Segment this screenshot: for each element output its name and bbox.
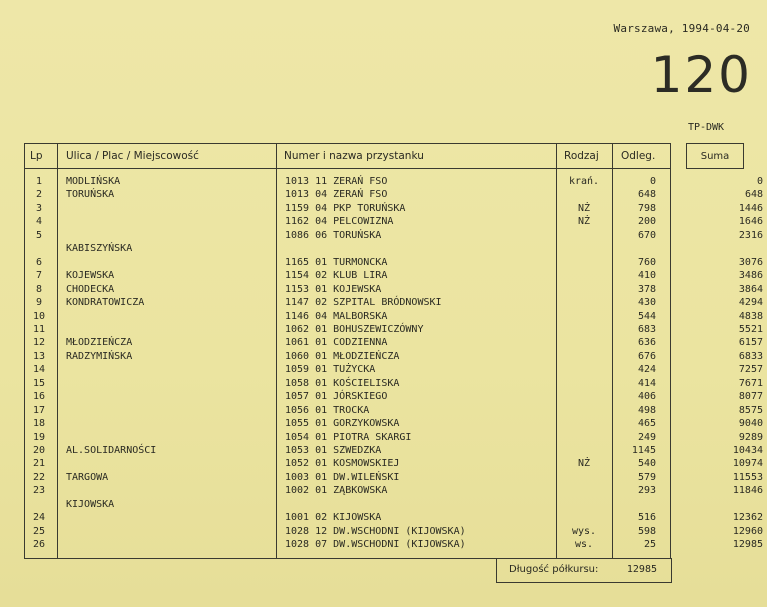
suma-header-box: [686, 143, 744, 169]
row-stop: 1061 01 CODZIENNA: [285, 337, 388, 349]
row-sum: 10434: [732, 445, 763, 456]
row-stop: 1060 01 MŁODZIEŃCZA: [285, 350, 400, 362]
row-lp: 1: [35, 176, 43, 187]
row-distance: 249: [637, 431, 656, 443]
row-lp: 12: [32, 337, 46, 349]
row-sum: 5521: [738, 323, 763, 335]
row-distance: 1145: [631, 445, 656, 456]
header-distance: Odleg.: [621, 150, 656, 162]
row-stop: 1056 01 TROCKA: [285, 404, 370, 416]
column-divider: [670, 143, 671, 559]
row-distance: 430: [637, 297, 656, 309]
row-lp: 18: [32, 418, 46, 430]
row-street: KOJEWSKA: [66, 270, 115, 282]
row-stop: 1159 04 PKP TORUŃSKA: [285, 202, 406, 214]
header-sum: Suma: [700, 150, 730, 162]
row-sum: 648: [744, 189, 763, 201]
row-sum: 0: [756, 176, 763, 187]
row-kind: NŻ: [577, 458, 591, 470]
row-sum: 7257: [738, 364, 763, 376]
row-stop: 1013 11 ZERAŃ FSO: [285, 176, 388, 187]
row-lp: 7: [35, 270, 43, 282]
row-distance: 516: [637, 512, 656, 524]
row-lp: 20: [32, 445, 46, 456]
row-stop: 1003 01 DW.WILEŃSKI: [285, 471, 400, 483]
route-code: TP-DWK: [687, 122, 725, 133]
row-distance: 410: [637, 270, 656, 282]
row-distance: 293: [637, 485, 656, 497]
row-street: TORUŃSKA: [66, 189, 115, 201]
row-distance: 465: [637, 418, 656, 430]
row-sum: 3076: [738, 256, 763, 268]
row-sum: 10974: [732, 458, 763, 470]
header-kind: Rodzaj: [564, 150, 599, 162]
row-street: KIJOWSKA: [66, 498, 115, 510]
row-distance: 200: [637, 216, 656, 228]
row-distance: 378: [637, 283, 656, 295]
row-sum: 12362: [732, 512, 763, 524]
row-sum: 8077: [738, 391, 763, 403]
row-sum: 6833: [738, 350, 763, 362]
row-distance: 670: [637, 229, 656, 241]
place-date: Warszawa, 1994-04-20: [613, 22, 750, 35]
row-sum: 1646: [738, 216, 763, 228]
row-stop: 1054 01 PIOTRA SKARGI: [285, 431, 412, 443]
row-distance: 683: [637, 323, 656, 335]
column-divider: [612, 143, 613, 559]
header-lp: Lp: [30, 150, 43, 162]
row-sum: 11553: [732, 471, 763, 483]
row-stop: 1002 01 ZĄBKOWSKA: [285, 485, 388, 497]
row-stop: 1153 01 KOJEWSKA: [285, 283, 382, 295]
row-distance: 636: [637, 337, 656, 349]
row-lp: 10: [32, 310, 46, 322]
row-stop: 1055 01 GORZYKOWSKA: [285, 418, 400, 430]
row-distance: 760: [637, 256, 656, 268]
row-lp: 22: [32, 471, 46, 483]
row-sum: 12985: [732, 539, 763, 551]
row-lp: 5: [35, 229, 43, 241]
total-length-value: 12985: [626, 564, 657, 575]
column-divider: [57, 143, 58, 559]
row-distance: 25: [643, 539, 656, 551]
row-stop: 1028 07 DW.WSCHODNI (KIJOWSKA): [285, 539, 466, 551]
row-stop: 1086 06 TORUŃSKA: [285, 229, 382, 241]
row-distance: 424: [637, 364, 656, 376]
row-lp: 17: [32, 404, 46, 416]
row-street: KONDRATOWICZA: [66, 297, 145, 309]
row-stop: 1053 01 SZWEDZKA: [285, 445, 382, 456]
row-stop: 1058 01 KOŚCIELISKA: [285, 377, 400, 389]
row-stop: 1001 02 KIJOWSKA: [285, 512, 382, 524]
row-sum: 1446: [738, 202, 763, 214]
row-lp: 9: [35, 297, 43, 309]
row-stop: 1062 01 BOHUSZEWICZÓWNY: [285, 323, 424, 335]
row-sum: 9289: [738, 431, 763, 443]
header-street: Ulica / Plac / Miejscowość: [66, 150, 199, 162]
row-lp: 14: [32, 364, 46, 376]
row-street: KABISZYŃSKA: [66, 243, 133, 255]
row-stop: 1146 04 MALBORSKA: [285, 310, 388, 322]
row-lp: 6: [35, 256, 43, 268]
row-lp: 24: [32, 512, 46, 524]
column-divider: [276, 143, 277, 559]
row-stop: 1028 12 DW.WSCHODNI (KIJOWSKA): [285, 525, 466, 537]
row-street: RADZYMIŃSKA: [66, 350, 133, 362]
row-lp: 4: [35, 216, 43, 228]
row-lp: 8: [35, 283, 43, 295]
row-lp: 25: [32, 525, 46, 537]
row-sum: 7671: [738, 377, 763, 389]
line-number: 120: [650, 46, 752, 104]
row-street: TARGOWA: [66, 471, 109, 483]
column-divider: [24, 143, 25, 559]
row-lp: 3: [35, 202, 43, 214]
row-street: AL.SOLIDARNOŚCI: [66, 445, 157, 456]
row-stop: 1162 04 PELCOWIZNA: [285, 216, 394, 228]
row-sum: 9040: [738, 418, 763, 430]
total-length-label: Długość półkursu:: [509, 564, 599, 575]
row-street: CHODECKA: [66, 283, 115, 295]
row-stop: 1013 04 ZERAŃ FSO: [285, 189, 388, 201]
row-lp: 21: [32, 458, 46, 470]
row-stop: 1052 01 KOSMOWSKIEJ: [285, 458, 400, 470]
row-kind: ws.: [574, 539, 594, 551]
row-distance: 406: [637, 391, 656, 403]
row-sum: 12960: [732, 525, 763, 537]
row-lp: 13: [32, 350, 46, 362]
row-kind: krań.: [568, 176, 600, 187]
row-distance: 544: [637, 310, 656, 322]
row-street: MODLIŃSKA: [66, 176, 121, 187]
row-lp: 11: [32, 323, 46, 335]
row-stop: 1147 02 SZPITAL BRÓDNOWSKI: [285, 297, 442, 309]
column-divider: [556, 143, 557, 559]
row-distance: 498: [637, 404, 656, 416]
table-top-border: [24, 143, 671, 144]
row-lp: 2: [35, 189, 43, 201]
row-sum: 11846: [732, 485, 763, 497]
row-distance: 414: [637, 377, 656, 389]
row-distance: 579: [637, 471, 656, 483]
row-distance: 540: [637, 458, 656, 470]
row-stop: 1165 01 TURMONCKA: [285, 256, 388, 268]
row-distance: 598: [637, 525, 656, 537]
header-stop: Numer i nazwa przystanku: [284, 150, 424, 162]
row-lp: 26: [32, 539, 46, 551]
row-kind: NŻ: [577, 216, 591, 228]
header-divider: [24, 168, 671, 169]
row-sum: 8575: [738, 404, 763, 416]
row-sum: 4294: [738, 297, 763, 309]
row-distance: 676: [637, 350, 656, 362]
row-sum: 6157: [738, 337, 763, 349]
row-stop: 1059 01 TUŻYCKA: [285, 364, 376, 376]
row-lp: 15: [32, 377, 46, 389]
row-stop: 1057 01 JÓRSKIEGO: [285, 391, 388, 403]
row-distance: 0: [649, 176, 656, 187]
row-sum: 3486: [738, 270, 763, 282]
row-sum: 4838: [738, 310, 763, 322]
row-sum: 2316: [738, 229, 763, 241]
row-lp: 23: [32, 485, 46, 497]
row-street: MŁODZIEŃCZA: [66, 337, 133, 349]
row-kind: NŻ: [577, 202, 591, 214]
row-lp: 16: [32, 391, 46, 403]
row-distance: 798: [637, 202, 656, 214]
row-kind: wys.: [571, 525, 597, 537]
row-lp: 19: [32, 431, 46, 443]
row-sum: 3864: [738, 283, 763, 295]
row-stop: 1154 02 KLUB LIRA: [285, 270, 388, 282]
total-length-box: [496, 558, 672, 583]
row-distance: 648: [637, 189, 656, 201]
